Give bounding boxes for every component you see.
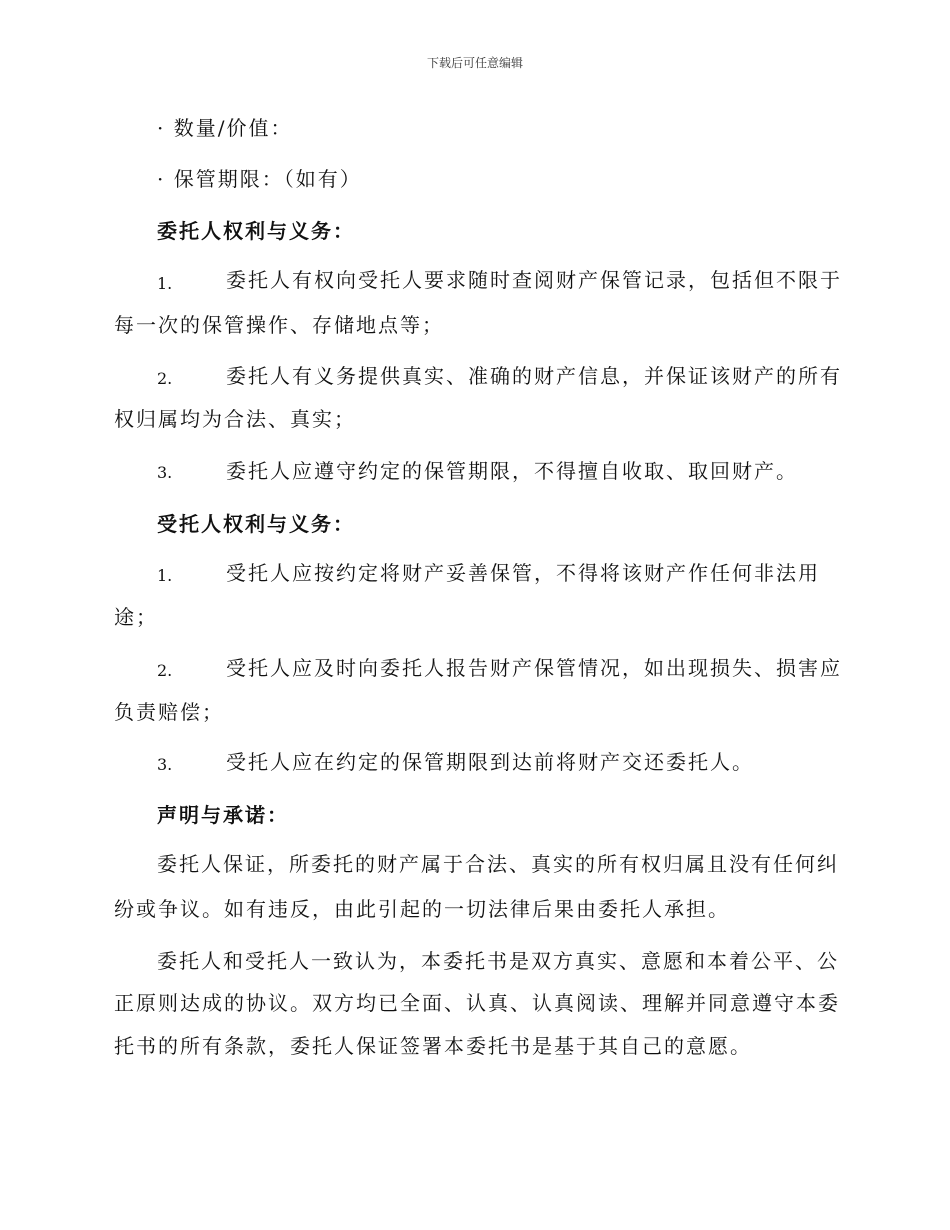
principal-item-2-line2: 权归属均为合法、真实； [114,407,356,431]
agent-item-3-number: 3. [157,755,173,774]
declaration-paragraph-1-line2: 纷或争议。如有违反，由此引起的一切法律后果由委托人承担。 [114,897,730,921]
principal-item-1-line1: 委托人有权向受托人要求随时查阅财产保管记录，包括但不限于 [226,268,842,292]
field-quantity-value: · 数量/价值： [157,116,293,140]
principal-item-2-line1: 委托人有义务提供真实、准确的财产信息，并保证该财产的所有 [226,364,842,388]
declaration-paragraph-1-line1: 委托人保证，所委托的财产属于合法、真实的所有权归属且没有任何纠 [157,852,839,876]
declaration-paragraph-2-line1: 委托人和受托人一致认为，本委托书是双方真实、意愿和本着公平、公 [157,949,839,973]
agent-item-1-line1: 受托人应按约定将财产妥善保管，不得将该财产作任何非法用 [226,561,820,585]
principal-section-heading: 委托人权利与义务： [157,219,355,243]
agent-section-heading: 受托人权利与义务： [157,512,355,536]
declaration-heading: 声明与承诺： [157,803,289,827]
agent-item-3-line1: 受托人应在约定的保管期限到达前将财产交还委托人。 [226,750,754,774]
principal-item-3-line1: 委托人应遵守约定的保管期限，不得擅自收取、取回财产。 [226,459,798,483]
declaration-paragraph-2-line3: 托书的所有条款，委托人保证签署本委托书是基于其自己的意愿。 [114,1034,752,1058]
principal-item-1-line2: 每一次的保管操作、存储地点等； [114,313,444,337]
agent-item-2-number: 2. [157,661,173,680]
principal-item-3-number: 3. [157,463,173,482]
principal-item-2-number: 2. [157,369,173,388]
agent-item-2-line1: 受托人应及时向委托人报告财产保管情况，如出现损失、损害应 [226,656,842,680]
field-custody-period: · 保管期限：（如有） [157,167,362,191]
page-header: 下载后可任意编辑 [426,56,523,70]
agent-item-1-number: 1. [157,566,173,585]
agent-item-1-line2: 途； [114,605,158,629]
declaration-paragraph-2-line2: 正原则达成的协议。双方均已全面、认真、认真阅读、理解并同意遵守本委 [114,991,840,1015]
agent-item-2-line2: 负责赔偿； [114,700,224,724]
principal-item-1-number: 1. [157,274,173,293]
